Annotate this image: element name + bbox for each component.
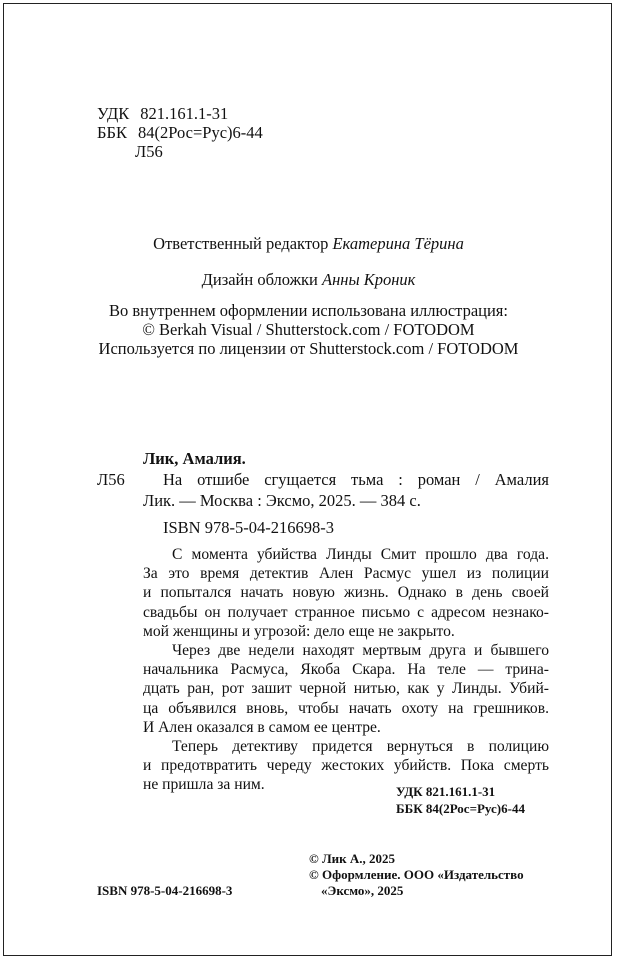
annotation: [143, 545, 549, 795]
annotation-line: свадьбы он получает странное письмо с адресом незнако-: [143, 603, 549, 621]
illustration-line-1: Во внутреннем оформлении использована иллюстрация:: [109, 301, 508, 320]
editor-name: Екатерина Тёрина: [332, 234, 464, 253]
annotation-line: За это время детектив Ален Расмус ушел из полиции: [143, 565, 549, 583]
cover-label: Дизайн обложки: [201, 270, 318, 289]
udk-top: [97, 104, 228, 123]
illustration-line-2: © Berkah Visual / Shutterstock.com / FOTODOM: [142, 320, 475, 339]
catalog-title-line-2: Лик. — Москва : Эксмо, 2025. — 384 с.: [143, 491, 421, 510]
annotation-line: мой женщины и угрозой: дело еще не закрыто.: [143, 622, 455, 640]
catalog-title-line-1: На отшибе сгущается тьма : роман / Амалия: [163, 470, 549, 489]
bbk-label: ББК: [97, 123, 127, 142]
udk-label: УДК: [97, 104, 130, 123]
udk-value: 821.161.1-31: [140, 104, 229, 123]
editor-label: Ответственный редактор: [153, 234, 329, 253]
editor-credit: [0, 234, 617, 253]
annotation-line: и предотвратить череду жестоких убийств. Пока смерть: [143, 757, 549, 775]
annotation-line: ца объявился вновь, чтобы начать охоту на грешников.: [143, 699, 549, 717]
catalog-isbn: ISBN 978-5-04-216698-3: [163, 518, 334, 537]
copyright-author: © Лик А., 2025: [309, 851, 396, 866]
bbk-bottom: ББК 84(2Рос=Рус)6-44: [396, 801, 525, 816]
copyright-design-line-1: © Оформление. ООО «Издательство: [309, 867, 524, 882]
udk-bottom: УДК 821.161.1-31: [396, 784, 496, 799]
annotation-line: Через две недели находят мертвым друга и бывшего: [172, 642, 549, 660]
author-mark-top: Л56: [135, 142, 163, 161]
annotation-line: И Ален оказался в самом ее центре.: [143, 718, 381, 736]
copyright-design-line-2: «Эксмо», 2025: [321, 883, 404, 898]
annotation-line: начальника Расмуса, Якоба Скара. На теле — трина-: [143, 661, 549, 679]
cover-name: Анны Кроник: [322, 270, 416, 289]
bbk-top: [97, 123, 263, 142]
annotation-line: Теперь детективу придется вернуться в полицию: [172, 738, 549, 756]
isbn-bottom: ISBN 978-5-04-216698-3: [97, 883, 233, 898]
illustration-line-3: Используется по лицензии от Shutterstock.com / FOTODOM: [98, 339, 519, 358]
annotation-line: С момента убийства Линды Смит прошло два года.: [172, 546, 549, 563]
annotation-line: не пришла за ним.: [143, 776, 265, 794]
annotation-line: и попытался начать новую жизнь. Однако в день своей: [143, 584, 549, 602]
bbk-value: 84(2Рос=Рус)6-44: [137, 123, 263, 142]
annotation-line: дцать ран, рот зашит черной нитью, как у Линды. Убий-: [143, 680, 549, 698]
cover-credit: [0, 270, 617, 289]
catalog-author: Лик, Амалия.: [143, 449, 246, 468]
catalog-mark: Л56: [97, 470, 125, 489]
